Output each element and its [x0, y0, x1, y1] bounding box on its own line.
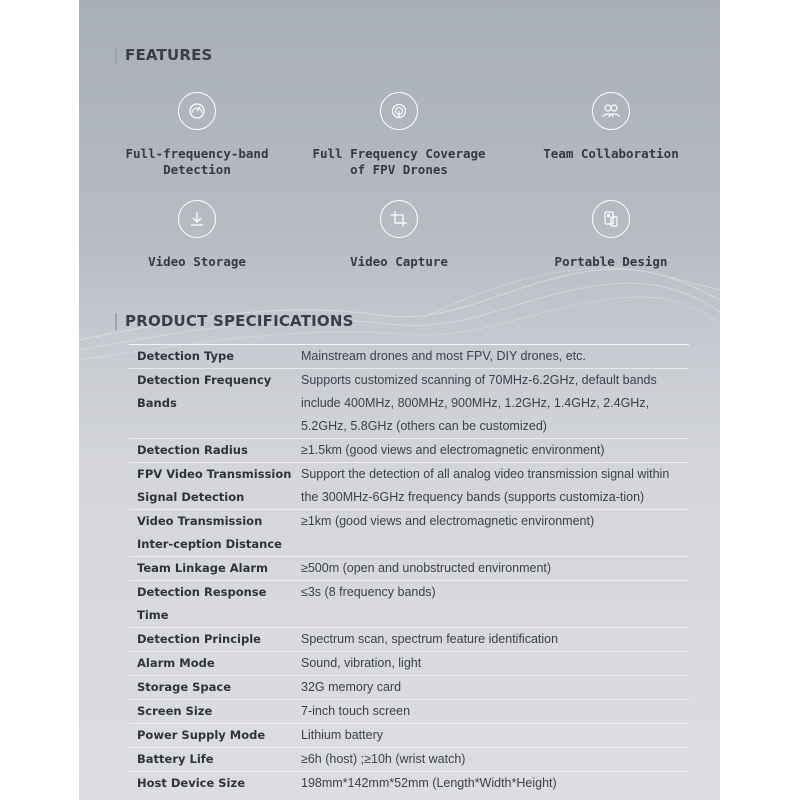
spec-key: Alarm Mode [137, 656, 215, 670]
spec-key: Screen Size [137, 704, 213, 718]
spec-row [129, 724, 689, 748]
feature-label: Video Capture [350, 254, 448, 269]
spec-row [129, 676, 689, 700]
spec-value: Supports customized scanning of 70MHz-6.2GHz, default bands include 400MHz, 800MHz, 900MHz, 1.2GHz, 1.4GHz, 2.4GHz, 5.2GHz, 5.8GHz (others can be customized) [301, 373, 657, 433]
spec-row [129, 557, 689, 581]
spec-key: Storage Space [137, 680, 232, 694]
spec-value: ≥6h (host) ;≥10h (wrist watch) [301, 752, 466, 766]
brochure-sheet [79, 0, 720, 800]
spec-key: Video Transmission Inter-ception Distance [137, 514, 282, 551]
spec-value: Lithium battery [301, 728, 383, 742]
spec-value: Sound, vibration, light [301, 656, 422, 670]
heading-accent-bar [115, 313, 117, 330]
spec-key: Team Linkage Alarm [137, 561, 269, 575]
spec-key: Detection Response Time [137, 585, 267, 622]
signal-icon [380, 92, 418, 130]
spec-value: Support the detection of all analog video transmission signal within the 300MHz-6GHz frequency bands (supports customiza-tion) [301, 467, 670, 504]
feature-item-team-collaboration [521, 92, 701, 162]
spec-key: Host Device Size [137, 776, 245, 790]
spec-value: Spectrum scan, spectrum feature identification [301, 632, 559, 646]
spec-value: 32G memory card [301, 680, 402, 694]
spec-row [129, 652, 689, 676]
features-heading [125, 46, 213, 64]
feature-label: Full-frequency-band Detection [125, 146, 269, 177]
spec-row [129, 369, 689, 439]
spec-table [129, 344, 689, 795]
spec-row [129, 700, 689, 724]
heading-accent-bar [115, 47, 117, 64]
spec-value: 198mm*142mm*52mm (Length*Width*Height) [301, 776, 557, 790]
users-icon [592, 92, 630, 130]
specs-heading [125, 312, 354, 330]
spec-value: 7-inch touch screen [301, 704, 411, 718]
spec-key: Power Supply Mode [137, 728, 266, 742]
spec-value: ≥500m (open and unobstructed environment) [301, 561, 552, 575]
spec-key: FPV Video Transmission Signal Detection [137, 467, 292, 504]
spec-row [129, 581, 689, 628]
gauge-icon [178, 92, 216, 130]
spec-row [129, 510, 689, 557]
spec-row [129, 628, 689, 652]
feature-item-full-band-detection [107, 92, 287, 178]
spec-key: Detection Frequency Bands [137, 373, 272, 410]
feature-item-video-storage [107, 200, 287, 270]
feature-label: Video Storage [148, 254, 246, 269]
spec-row [129, 772, 689, 796]
download-icon [178, 200, 216, 238]
feature-item-video-capture [309, 200, 489, 270]
spec-value: ≥1km (good views and electromagnetic environment) [301, 514, 595, 528]
spec-value: Mainstream drones and most FPV, DIY drones, etc. [301, 349, 586, 363]
crop-icon [380, 200, 418, 238]
devices-icon [592, 200, 630, 238]
spec-value: ≤3s (8 frequency bands) [301, 585, 436, 599]
spec-row [129, 463, 689, 510]
spec-value: ≥1.5km (good views and electromagnetic environment) [301, 443, 605, 457]
spec-key: Detection Type [137, 349, 234, 363]
spec-row [129, 345, 689, 369]
feature-label: Portable Design [554, 254, 668, 269]
features-title-text: FEATURES [125, 46, 213, 64]
specs-title-text: PRODUCT SPECIFICATIONS [125, 312, 354, 330]
feature-label: Team Collaboration [543, 146, 679, 161]
spec-key: Battery Life [137, 752, 214, 766]
spec-key: Detection Radius [137, 443, 248, 457]
spec-row [129, 439, 689, 463]
spec-key: Detection Principle [137, 632, 261, 646]
feature-item-fpv-coverage [309, 92, 489, 178]
spec-row [129, 748, 689, 772]
feature-item-portable-design [521, 200, 701, 270]
feature-label: Full Frequency Coverage of FPV Drones [312, 146, 486, 177]
